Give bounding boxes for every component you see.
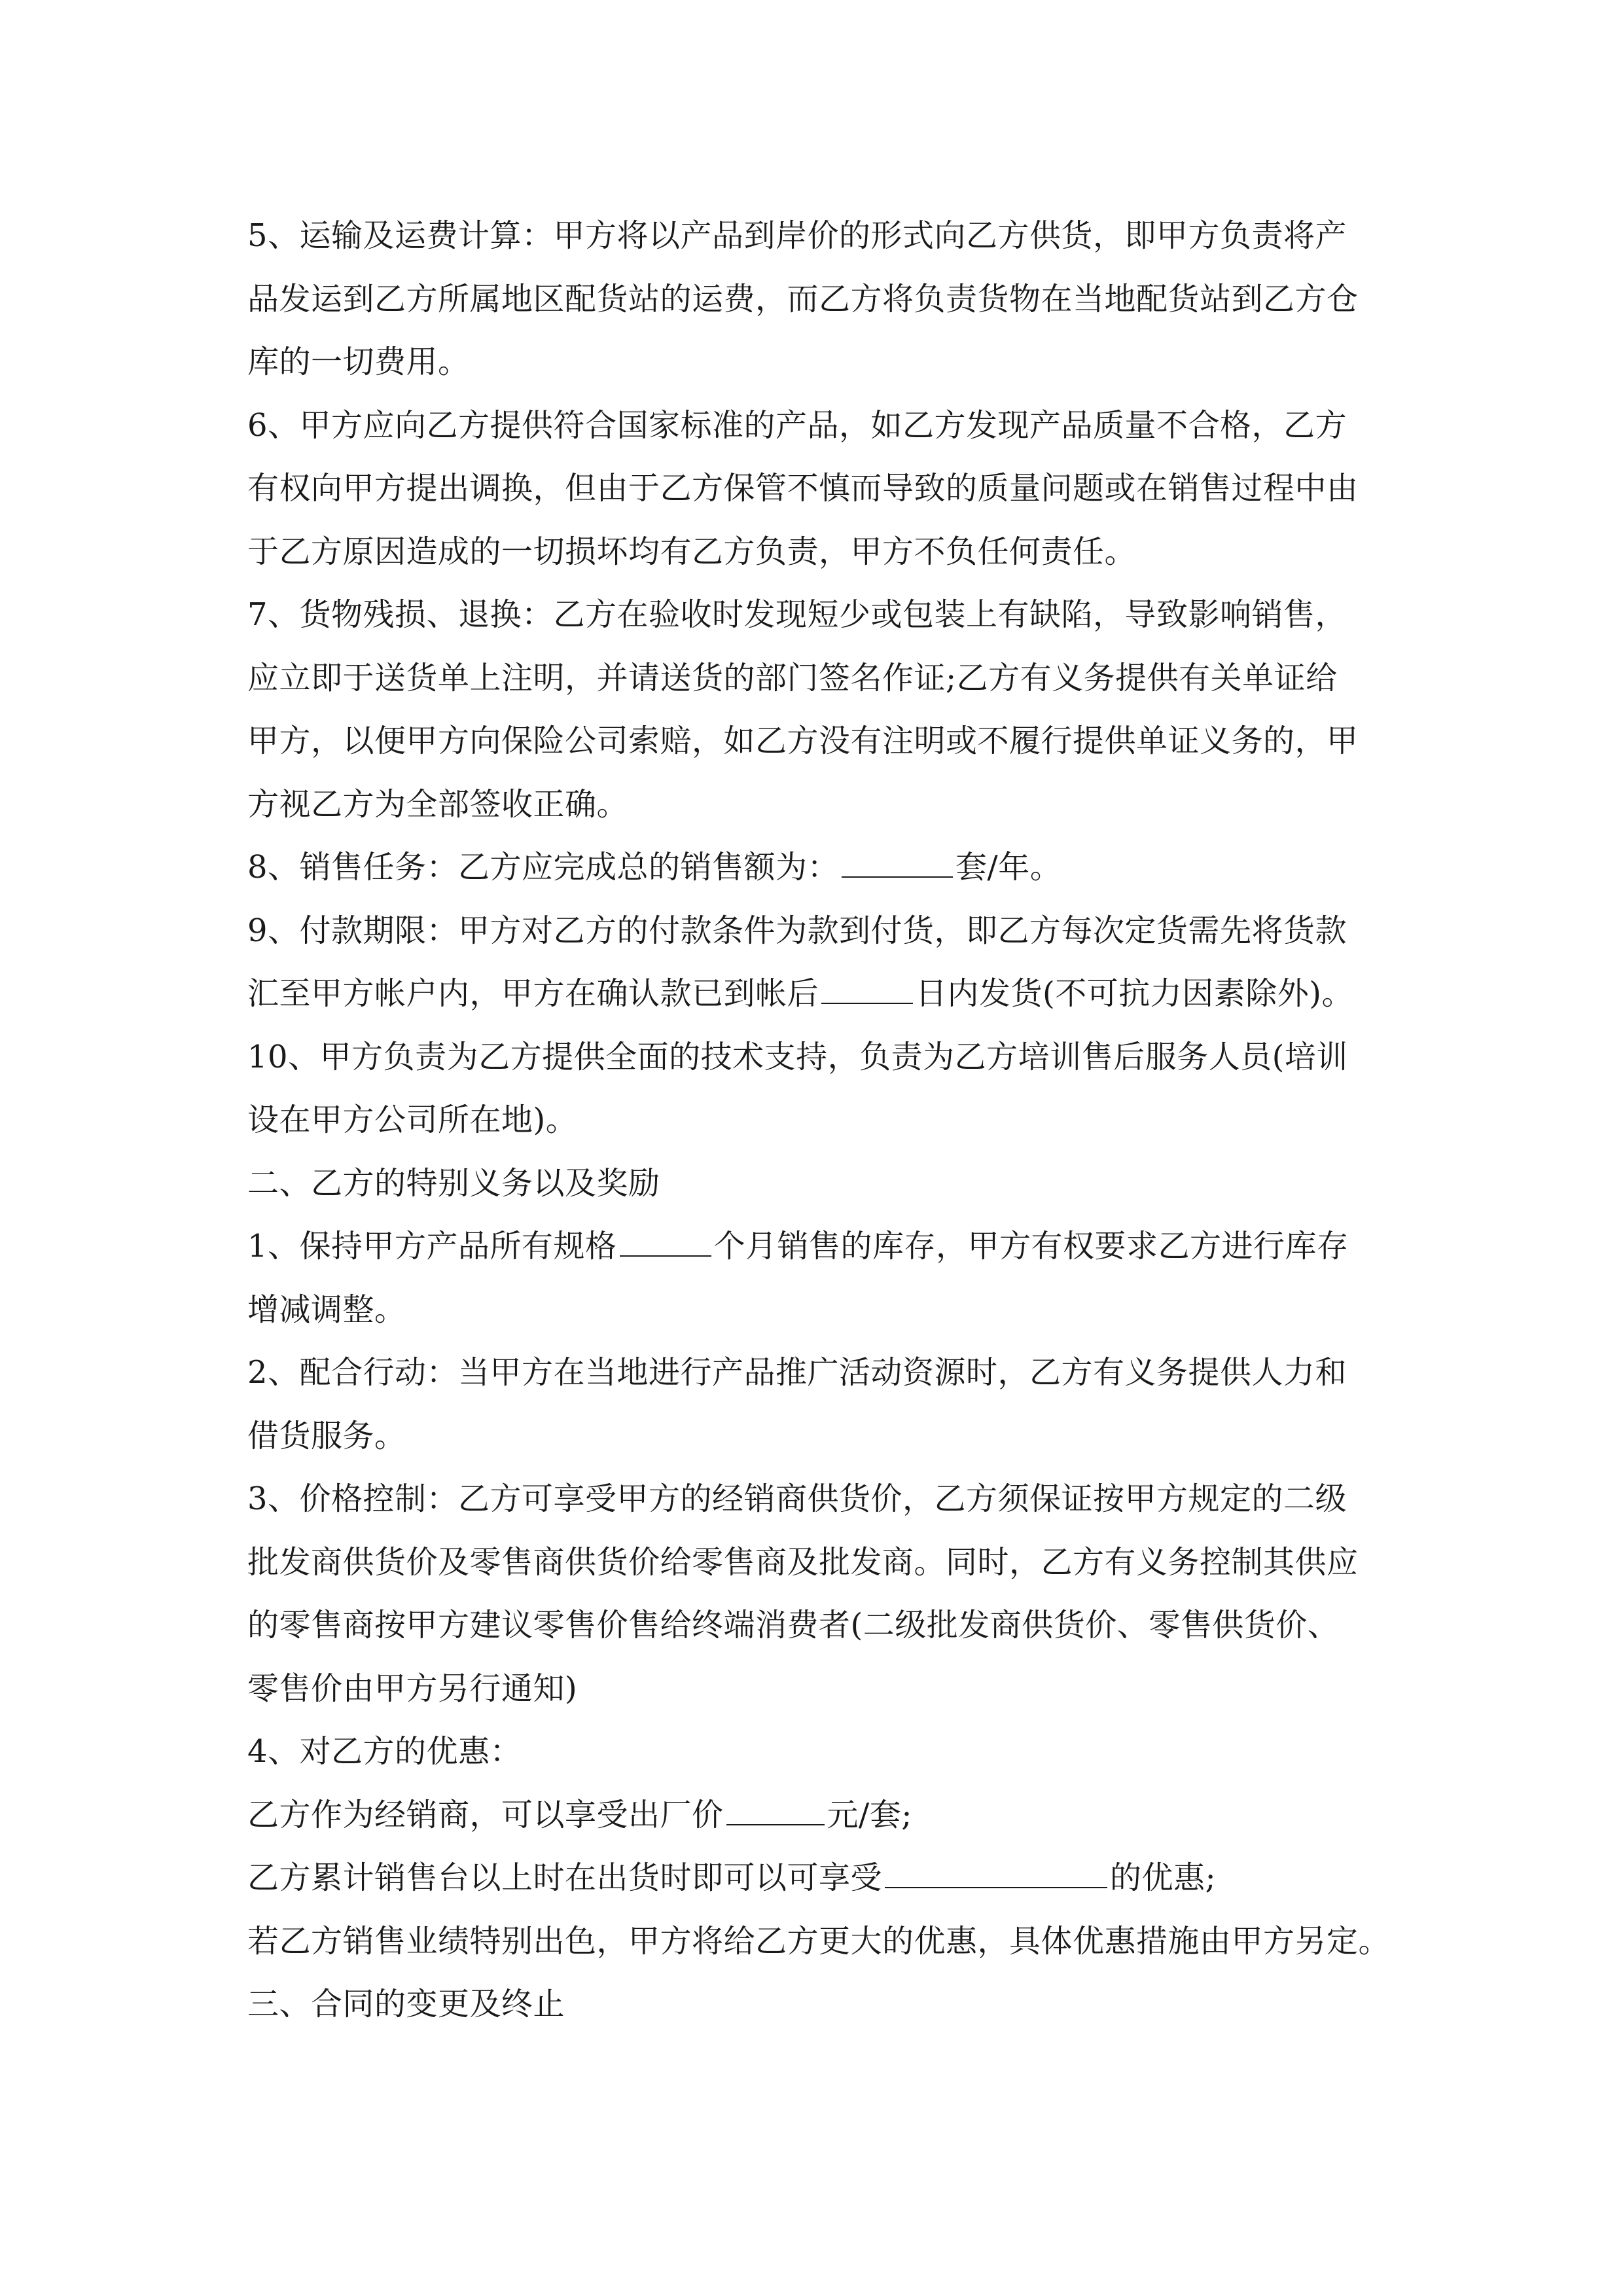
line-text: 若乙方销售业绩特别出色，甲方将给乙方更大的优惠，具体优惠措施由甲方另定。	[247, 1922, 1391, 1960]
line-text: 库的一切费用。	[247, 344, 470, 380]
document-line	[247, 1531, 1399, 1594]
line-text: 借货服务。	[247, 1417, 406, 1454]
fill-in-blank	[620, 1230, 711, 1257]
document-line	[247, 1973, 1399, 2036]
document-line	[247, 836, 1399, 899]
line-text: 增减调整。	[247, 1291, 406, 1328]
line-text: 个月销售的库存，甲方有权要求乙方进行库存	[713, 1228, 1349, 1265]
document-line	[247, 1720, 1399, 1784]
document-line	[247, 1657, 1399, 1721]
document-line	[247, 331, 1399, 394]
document-line	[247, 520, 1399, 584]
document-line	[247, 1278, 1399, 1342]
line-text: 乙方作为经销商，可以享受出厂价	[247, 1796, 724, 1833]
document-line	[247, 899, 1399, 963]
document-line	[247, 1152, 1399, 1215]
document-line	[247, 583, 1399, 647]
line-text: 三、合同的变更及终止	[247, 1986, 565, 2022]
document-line	[247, 1910, 1399, 1973]
line-text: 日内发货(不可抗力因素除外)。	[916, 975, 1353, 1012]
document-line	[247, 457, 1399, 520]
document-line	[247, 1215, 1399, 1278]
line-text: 品发运到乙方所属地区配货站的运费，而乙方将负责货物在当地配货站到乙方仓	[247, 280, 1359, 317]
line-text: 3、价格控制：乙方可享受甲方的经销商供货价，乙方须保证按甲方规定的二级	[247, 1480, 1347, 1517]
line-text: 的优惠;	[1110, 1859, 1217, 1896]
line-text: 的零售商按甲方建议零售价售给终端消费者(二级批发商供货价、零售供货价、	[247, 1607, 1340, 1643]
document-line	[247, 1784, 1399, 1847]
fill-in-blank	[821, 978, 913, 1004]
document-line	[247, 1467, 1399, 1531]
document-line	[247, 1594, 1399, 1657]
line-text: 零售价由甲方另行通知)	[247, 1670, 578, 1707]
fill-in-blank	[885, 1862, 1107, 1888]
line-text: 套/年。	[955, 849, 1062, 886]
document-line	[247, 962, 1399, 1026]
line-text: 乙方累计销售台以上时在出货时即可以可享受	[247, 1859, 883, 1896]
line-text: 4、对乙方的优惠：	[247, 1733, 522, 1770]
document-line	[247, 394, 1399, 457]
line-text: 有权向甲方提出调换，但由于乙方保管不慎而导致的质量问题或在销售过程中由	[247, 470, 1359, 507]
line-text: 应立即于送货单上注明，并请送货的部门签名作证;乙方有义务提供有关单证给	[247, 659, 1338, 696]
document-line	[247, 1846, 1399, 1910]
line-text: 于乙方原因造成的一切损坏均有乙方负责，甲方不负任何责任。	[247, 533, 1137, 570]
document-line	[247, 647, 1399, 710]
line-text: 8、销售任务：乙方应完成总的销售额为：	[247, 849, 840, 886]
document-line	[247, 1026, 1399, 1089]
document-line	[247, 709, 1399, 773]
line-text: 批发商供货价及零售商供货价给零售商及批发商。同时，乙方有义务控制其供应	[247, 1543, 1359, 1581]
line-text: 5、运输及运费计算：甲方将以产品到岸价的形式向乙方供货，即甲方负责将产	[247, 217, 1347, 254]
document-line	[247, 268, 1399, 331]
document-line	[247, 204, 1399, 268]
fill-in-blank	[842, 852, 953, 878]
document-line	[247, 1088, 1399, 1152]
document-line	[247, 773, 1399, 836]
document-line	[247, 1341, 1399, 1405]
line-text: 设在甲方公司所在地)。	[247, 1102, 578, 1138]
line-text: 方视乙方为全部签收正确。	[247, 785, 629, 823]
line-text: 7、货物残损、退换：乙方在验收时发现短少或包装上有缺陷，导致影响销售，	[247, 596, 1347, 633]
line-text: 1、保持甲方产品所有规格	[247, 1228, 617, 1265]
document-body	[247, 204, 1399, 2036]
line-text: 二、乙方的特别义务以及奖励	[247, 1164, 660, 1202]
fill-in-blank	[726, 1799, 825, 1825]
line-text: 甲方，以便甲方向保险公司索赔，如乙方没有注明或不履行提供单证义务的，甲	[247, 723, 1359, 759]
line-text: 10、甲方负责为乙方提供全面的技术支持，负责为乙方培训售后服务人员(培训	[247, 1038, 1348, 1075]
line-text: 2、配合行动：当甲方在当地进行产品推广活动资源时，乙方有义务提供人力和	[247, 1354, 1347, 1391]
line-text: 元/套;	[827, 1796, 912, 1833]
line-text: 汇至甲方帐户内，甲方在确认款已到帐后	[247, 975, 819, 1012]
line-text: 6、甲方应向乙方提供符合国家标准的产品，如乙方发现产品质量不合格，乙方	[247, 406, 1347, 444]
line-text: 9、付款期限：甲方对乙方的付款条件为款到付货，即乙方每次定货需先将货款	[247, 912, 1347, 949]
document-line	[247, 1405, 1399, 1468]
